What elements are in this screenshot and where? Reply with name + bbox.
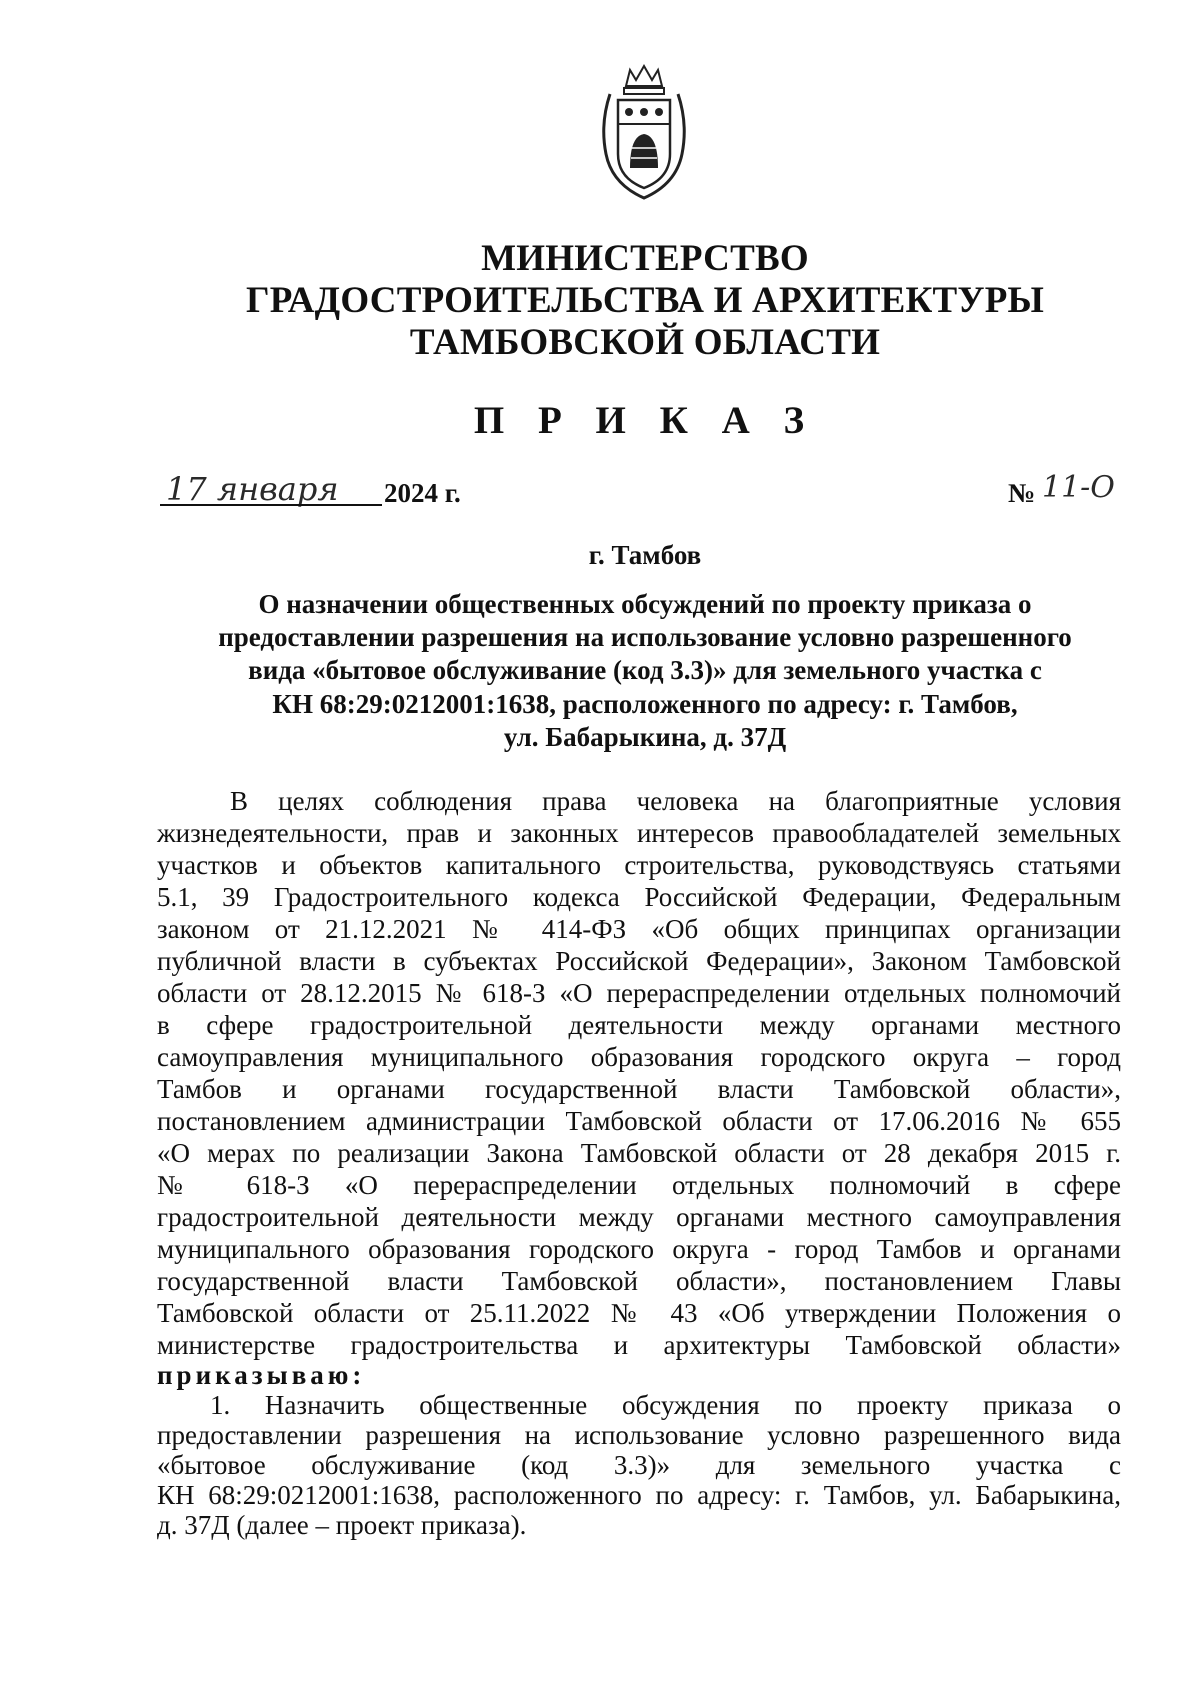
- order-number-label: №: [1008, 478, 1036, 508]
- body-line: государственной власти Тамбовской области», постановлением Главы: [157, 1266, 1121, 1296]
- body-line: муниципального образования городского округа - город Тамбов и органами: [157, 1234, 1121, 1264]
- subject-line: КН 68:29:0212001:1638, расположенного по адресу: г. Тамбов,: [272, 689, 1018, 719]
- handwritten-order-number: 11-О: [1042, 470, 1115, 505]
- ministry-name-line-3: ТАМБОВСКОЙ ОБЛАСТИ: [409, 322, 881, 363]
- date-field: [160, 470, 382, 514]
- handwritten-date: 17 января: [166, 470, 339, 508]
- subject-line: О назначении общественных обсуждений по проекту приказа о: [258, 589, 1032, 619]
- body-line: участков и объектов капитального строительства, руководствуясь статьями: [157, 850, 1121, 880]
- item-1-line: КН 68:29:0212001:1638, расположенного по адресу: г. Тамбов, ул. Бабарыкина,: [157, 1480, 1121, 1510]
- body-line: законом от 21.12.2021 № 414-ФЗ «Об общих принципах организации: [157, 914, 1121, 944]
- body-line: в сфере градостроительной деятельности между органами местного: [157, 1010, 1121, 1040]
- date-year: 2024 г.: [384, 478, 461, 508]
- subject-line: предоставлении разрешения на использование условно разрешенного: [218, 622, 1072, 652]
- item-1-line: 1. Назначить общественные обсуждения по проекту приказа о: [210, 1390, 1121, 1420]
- body-line: Тамбовской области от 25.11.2022 № 43 «Об утверждении Положения о: [157, 1298, 1121, 1328]
- item-1-line: д. 37Д (далее – проект приказа).: [157, 1510, 527, 1540]
- body-line: самоуправления муниципального образования городского округа – город: [157, 1042, 1121, 1072]
- body-line: постановлением администрации Тамбовской области от 17.06.2016 № 655: [157, 1106, 1121, 1136]
- body-line: градостроительной деятельности между органами местного самоуправления: [157, 1202, 1121, 1232]
- coat-of-arms-icon: [596, 64, 692, 204]
- item-1-line: «бытовое обслуживание (код 3.3)» для земельного участка с: [157, 1450, 1121, 1480]
- ministry-name-line-1: МИНИСТЕРСТВО: [481, 238, 809, 279]
- document-type-title: П Р И К А З: [473, 399, 817, 442]
- city-line: г. Тамбов: [588, 540, 702, 570]
- subject-line: вида «бытовое обслуживание (код 3.3)» для земельного участка с: [248, 655, 1042, 685]
- body-line: 5.1, 39 Градостроительного кодекса Российской Федерации, Федеральным: [157, 882, 1121, 912]
- body-line: Тамбов и органами государственной власти Тамбовской области»,: [157, 1074, 1121, 1104]
- body-line: жизнедеятельности, прав и законных интересов правообладателей земельных: [157, 818, 1121, 848]
- body-line: В целях соблюдения права человека на благоприятные условия: [230, 786, 1121, 816]
- item-1-line: предоставлении разрешения на использование условно разрешенного вида: [157, 1420, 1121, 1450]
- subject-line: ул. Бабарыкина, д. 37Д: [503, 722, 787, 752]
- body-line: № 618-З «О перераспределении отдельных полномочий в сфере: [157, 1170, 1121, 1200]
- body-line: «О мерах по реализации Закона Тамбовской области от 28 декабря 2015 г.: [157, 1138, 1121, 1168]
- body-line: министерстве градостроительства и архитектуры Тамбовской области»: [157, 1330, 1121, 1360]
- body-line: публичной власти в субъектах Российской Федерации», Законом Тамбовской: [157, 946, 1121, 976]
- order-word: приказываю:: [157, 1360, 366, 1390]
- order-word-line: [157, 1360, 1121, 1390]
- ministry-name-line-2: ГРАДОСТРОИТЕЛЬСТВА И АРХИТЕКТУРЫ: [245, 280, 1045, 321]
- body-line: области от 28.12.2015 № 618-З «О перераспределении отдельных полномочий: [157, 978, 1121, 1008]
- date-underline: [160, 504, 382, 506]
